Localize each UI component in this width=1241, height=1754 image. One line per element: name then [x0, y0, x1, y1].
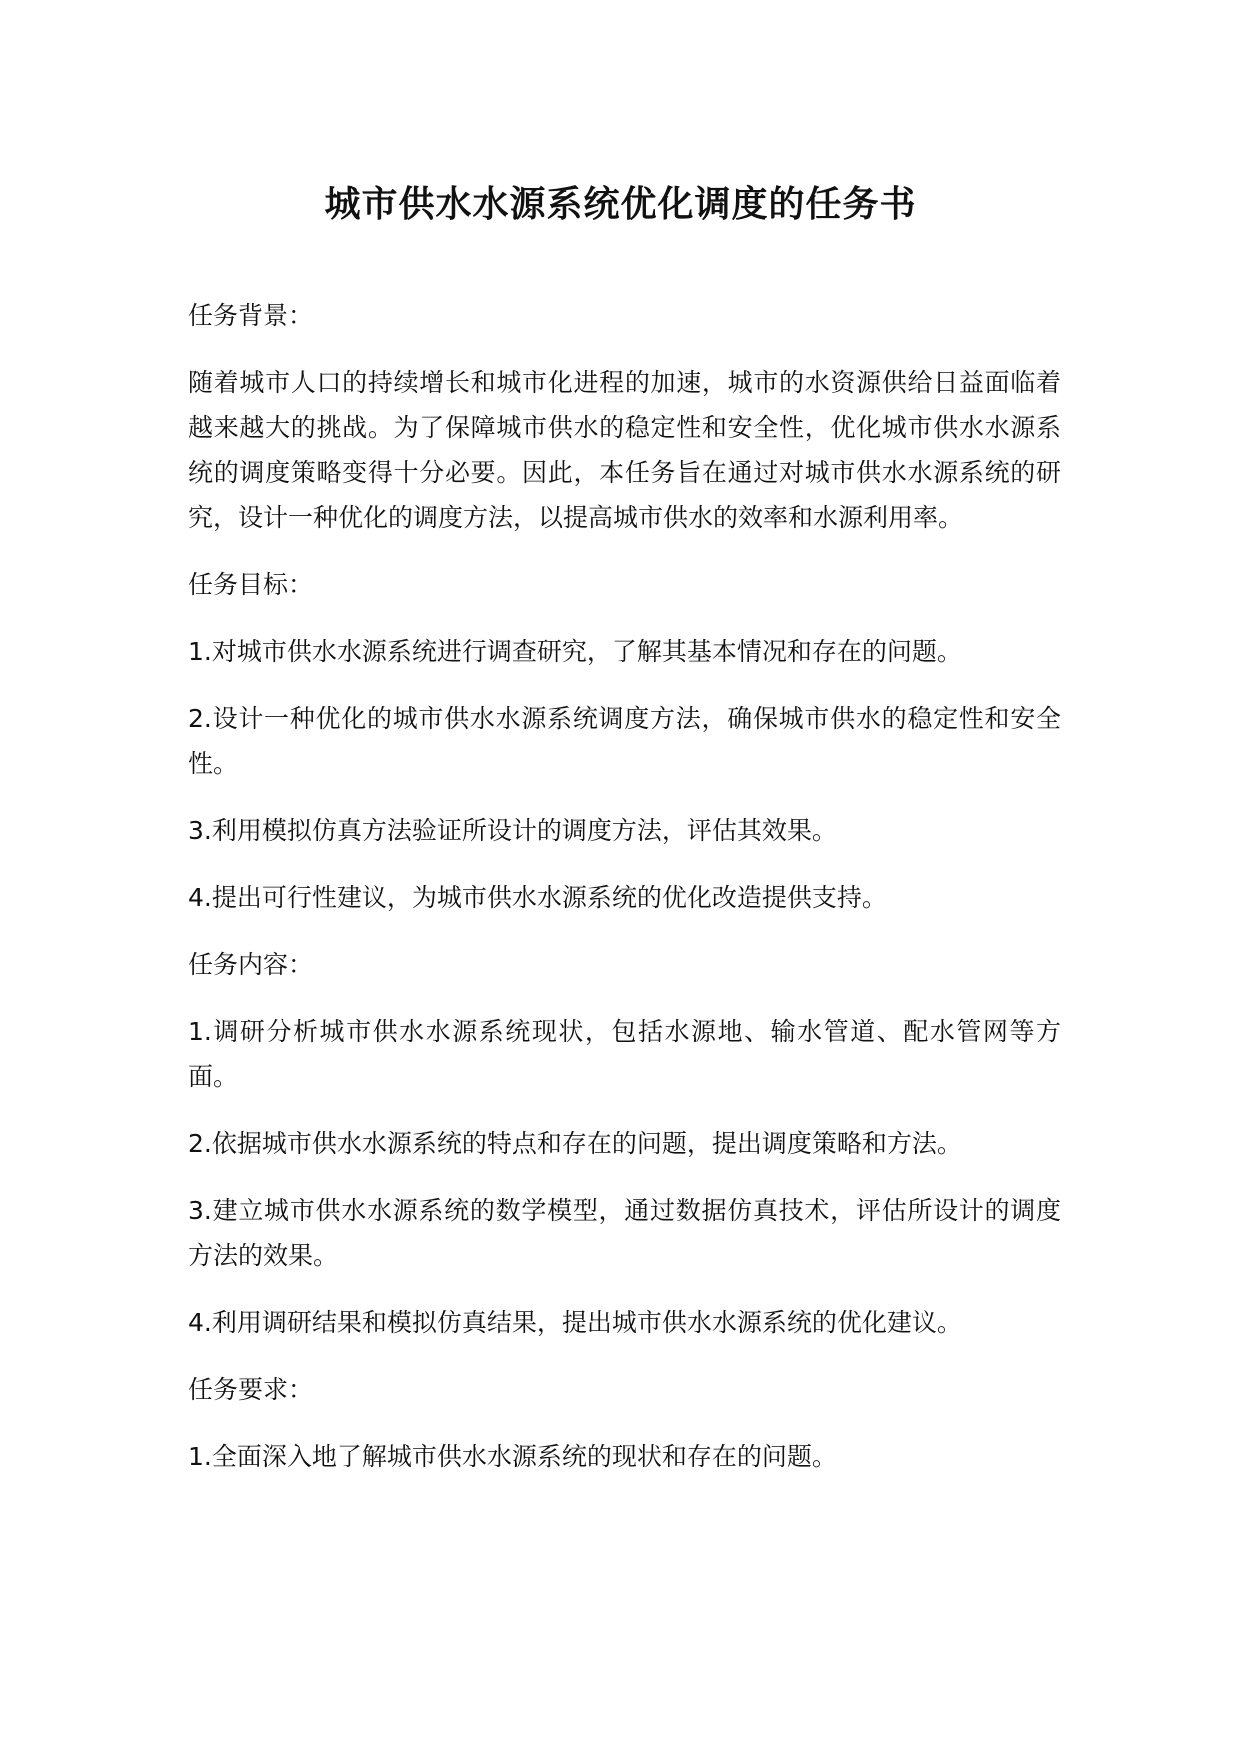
background-paragraph: 随着城市人口的持续增长和城市化进程的加速，城市的水资源供给日益面临着越来越大的挑战。为了保障城市供水的稳定性和安全性，优化城市供水水源系统的调度策略变得十分必要。因此，本任务旨在通过对城市供水水源系统的研究，设计一种优化的调度方法，以提高城市供水的效率和水源利用率。	[188, 368, 1061, 532]
section-heading-requirements: 任务要求：	[188, 1375, 314, 1404]
requirement-item-1: 1.全面深入地了解城市供水水源系统的现状和存在的问题。	[188, 1442, 837, 1471]
goal-item-3: 3.利用模拟仿真方法验证所设计的调度方法，评估其效果。	[188, 816, 837, 845]
document-body	[188, 293, 1061, 1501]
goal-item-4: 4.提出可行性建议，为城市供水水源系统的优化改造提供支持。	[188, 883, 887, 912]
content-item-4: 4.利用调研结果和模拟仿真结果，提出城市供水水源系统的优化建议。	[188, 1308, 962, 1337]
section-heading-goals: 任务目标：	[188, 570, 314, 599]
section-heading-content: 任务内容：	[188, 950, 314, 979]
content-item-2: 2.依据城市供水水源系统的特点和存在的问题，提出调度策略和方法。	[188, 1129, 962, 1158]
content-item-1: 1.调研分析城市供水水源系统现状，包括水源地、输水管道、配水管网等方面。	[188, 1017, 1061, 1091]
goal-item-2: 2.设计一种优化的城市供水水源系统调度方法，确保城市供水的稳定性和安全性。	[188, 704, 1061, 778]
section-heading-background: 任务背景：	[188, 301, 314, 330]
goal-item-1: 1.对城市供水水源系统进行调查研究，了解其基本情况和存在的问题。	[188, 637, 962, 666]
content-item-3: 3.建立城市供水水源系统的数学模型，通过数据仿真技术，评估所设计的调度方法的效果。	[188, 1196, 1061, 1270]
document-title: 城市供水水源系统优化调度的任务书	[324, 184, 917, 225]
